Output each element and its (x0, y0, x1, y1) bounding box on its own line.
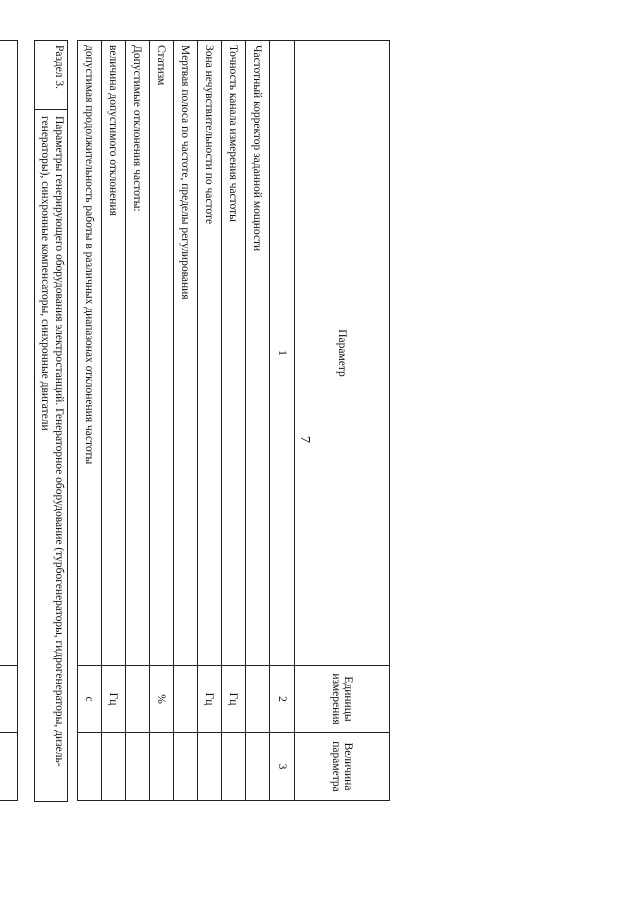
row-value (78, 733, 102, 801)
row-param: Частотный корректор заданной мощности (246, 41, 270, 666)
row-unit (126, 666, 150, 733)
table1-header-row (295, 41, 390, 801)
row-value (126, 733, 150, 801)
row-param: Точность канала измерения частоты (222, 41, 246, 666)
row-param: величина допустимого отклонения (102, 41, 126, 666)
row-param: Статизм (150, 41, 174, 666)
parameters-table-2 (0, 40, 18, 801)
row-param: допустимая продолжительность работы в различных диапазонах отклонения частоты (78, 41, 102, 666)
section-label: Раздел 3. (35, 41, 67, 110)
row-unit: % (150, 666, 174, 733)
table1-colnum-3: 3 (270, 733, 295, 801)
table1-header-value: Величина параметра (295, 733, 390, 801)
table-row (198, 41, 222, 801)
table-row (222, 41, 246, 801)
table2-header-unit (0, 666, 18, 733)
row-unit: Гц (102, 666, 126, 733)
row-unit (246, 666, 270, 733)
table2-header-param (0, 41, 18, 666)
row-value (150, 733, 174, 801)
table-row (126, 41, 150, 801)
row-unit (174, 666, 198, 733)
row-value (198, 733, 222, 801)
row-unit: с (78, 666, 102, 733)
row-param: Допустимые отклонения частоты: (126, 41, 150, 666)
table-row (150, 41, 174, 801)
row-param: Зона нечувствительности по частоте (198, 41, 222, 666)
row-unit: Гц (198, 666, 222, 733)
table2-header-row (0, 41, 18, 801)
row-unit: Гц (222, 666, 246, 733)
parameters-table-1 (77, 40, 390, 801)
table-row (78, 41, 102, 801)
row-value (222, 733, 246, 801)
row-value (174, 733, 198, 801)
row-value (102, 733, 126, 801)
table-row (174, 41, 198, 801)
table1-colnum-1: 1 (270, 41, 295, 666)
row-param: Мертвая полоса по частоте, пределы регулирования (174, 41, 198, 666)
table2-header-value (0, 733, 18, 801)
section-caption (34, 40, 68, 802)
table1-header-unit: Единицы измерения (295, 666, 390, 733)
row-value (246, 733, 270, 801)
table1-colnum-2: 2 (270, 666, 295, 733)
table-row (246, 41, 270, 801)
document-sheet (0, 40, 390, 900)
section-title: Параметры генерирующего оборудования электростанций. Генераторное оборудование (турбогенераторы, гидрогенераторы, дизель-генераторы), синхронные компенсаторы, синхронные двигатели (39, 116, 65, 767)
table1-number-row (270, 41, 295, 801)
table1-header-param: Параметр (295, 41, 390, 666)
table-row (102, 41, 126, 801)
page-number: 7 (297, 436, 312, 443)
